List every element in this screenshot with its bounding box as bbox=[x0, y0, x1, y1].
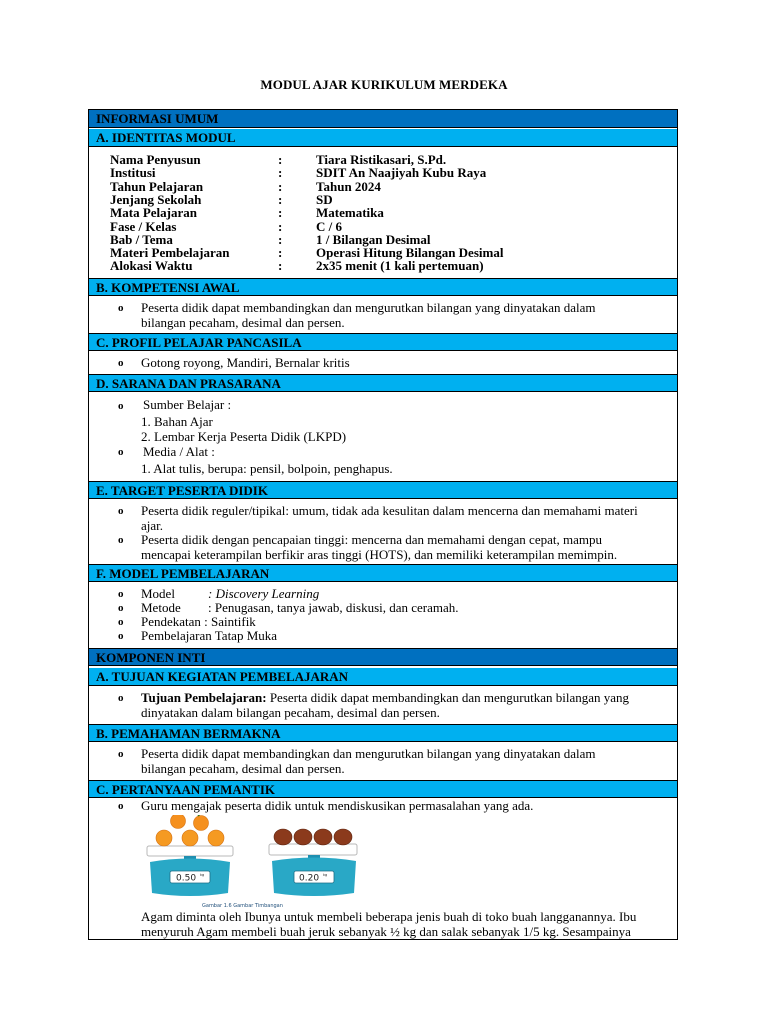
bullet-marker: o bbox=[118, 692, 124, 704]
media-item: 1. Alat tulis, berupa: pensil, bolpoin, penghapus. bbox=[141, 461, 393, 476]
bullet-marker: o bbox=[118, 534, 124, 546]
scale-unit-1: kg bbox=[200, 873, 205, 877]
target-text-line: ajar. bbox=[141, 517, 164, 533]
section-header-kompetensi: B. KOMPETENSI AWAL bbox=[89, 278, 677, 296]
salak-fruit bbox=[274, 829, 292, 845]
bullet-marker: o bbox=[118, 400, 124, 412]
identity-value: Matematika bbox=[316, 205, 384, 221]
target-text-line: Peserta didik reguler/tipikal: umum, tidak ada kesulitan dalam mencerna dan memahami materi bbox=[141, 503, 638, 518]
bullet-marker: o bbox=[118, 616, 124, 628]
sumber-item: 1. Bahan Ajar bbox=[141, 414, 213, 429]
metode-value: : Penugasan, tanya jawab, diskusi, dan ceramah. bbox=[208, 600, 459, 615]
tujuan-text-line: dinyatakan dalam bilangan pecaham, desimal dan persen. bbox=[141, 704, 440, 720]
scale-readout-2: 0.20 bbox=[299, 873, 320, 884]
identity-colon: : bbox=[278, 245, 283, 261]
identity-value: Tahun 2024 bbox=[316, 178, 381, 194]
identity-value: 1 / Bilangan Desimal bbox=[316, 231, 431, 247]
identity-value: SD bbox=[316, 191, 333, 207]
pemahaman-text-line: Peserta didik dapat membandingkan dan mengurutkan bilangan yang dinyatakan dalam bbox=[141, 746, 596, 761]
identity-value: 2x35 menit (1 kali pertemuan) bbox=[316, 258, 484, 274]
orange-fruit bbox=[182, 830, 198, 846]
identity-value: Operasi Hitung Bilangan Desimal bbox=[316, 245, 504, 261]
section-header-profil: C. PROFIL PELAJAR PANCASILA bbox=[89, 333, 677, 351]
tujuan-text-line bbox=[141, 691, 672, 706]
module-table bbox=[88, 109, 678, 940]
bullet-marker: o bbox=[118, 630, 124, 642]
kompetensi-text-line: Peserta didik dapat membandingkan dan mengurutkan bilangan yang dinyatakan dalam bbox=[141, 300, 596, 315]
story-text-line: menyuruh Agam membeli buah jeruk sebanyak ½ kg dan salak sebanyak 1/5 kg. Sesampainya bbox=[141, 923, 631, 939]
pemahaman-text-line: bilangan pecaham, desimal dan persen. bbox=[141, 760, 345, 776]
pertanyaan-intro: Guru mengajak peserta didik untuk mendiskusikan permasalahan yang ada. bbox=[141, 798, 534, 813]
figure-caption: Gambar 1.6 Gambar Timbangan bbox=[202, 903, 283, 909]
section-header-komponen-inti: KOMPONEN INTI bbox=[89, 648, 677, 666]
bullet-marker: o bbox=[118, 505, 124, 517]
salak-scale bbox=[269, 829, 357, 896]
bullet-marker: o bbox=[118, 446, 124, 458]
scale-readout-1: 0.50 bbox=[176, 873, 197, 884]
identity-colon: : bbox=[278, 205, 283, 221]
tujuan-text: Peserta didik dapat membandingkan dan mengurutkan bilangan yang bbox=[266, 690, 630, 705]
identity-label: Jenjang Sekolah bbox=[110, 191, 202, 207]
identity-colon: : bbox=[278, 258, 283, 274]
section-header-informasi-umum: INFORMASI UMUM bbox=[89, 110, 677, 128]
salak-fruit bbox=[334, 829, 352, 845]
identity-label: Institusi bbox=[110, 165, 156, 181]
identity-label: Fase / Kelas bbox=[110, 218, 177, 234]
target-text-line: Peserta didik dengan pencapaian tinggi: mencerna dan memahami dengan cepat, mampu bbox=[141, 532, 602, 547]
identity-label: Bab / Tema bbox=[110, 231, 173, 247]
orange-fruit bbox=[208, 830, 224, 846]
identity-colon: : bbox=[278, 191, 283, 207]
pendekatan-text: Pendekatan : Saintifik bbox=[141, 614, 256, 629]
sumber-belajar-label: Sumber Belajar : bbox=[143, 397, 232, 412]
identity-colon: : bbox=[278, 218, 283, 234]
bullet-marker: o bbox=[118, 302, 124, 314]
bullet-marker: o bbox=[118, 588, 124, 600]
identity-value: C / 6 bbox=[316, 218, 342, 234]
orange-fruit bbox=[156, 830, 172, 846]
section-header-tujuan: A. TUJUAN KEGIATAN PEMBELAJARAN bbox=[89, 668, 677, 686]
section-header-target: E. TARGET PESERTA DIDIK bbox=[89, 481, 677, 499]
metode-label: Metode bbox=[141, 600, 181, 615]
salak-fruit bbox=[314, 829, 332, 845]
identity-value: Tiara Ristikasari, S.Pd. bbox=[316, 152, 447, 167]
section-header-pertanyaan: C. PERTANYAAN PEMANTIK bbox=[89, 780, 677, 798]
scale-unit-2: kg bbox=[323, 873, 328, 877]
model-label: Model bbox=[141, 586, 175, 601]
identity-colon: : bbox=[278, 165, 283, 181]
section-header-pemahaman: B. PEMAHAMAN BERMAKNA bbox=[89, 724, 677, 742]
identity-label: Alokasi Waktu bbox=[110, 258, 193, 274]
document-title: MODUL AJAR KURIKULUM MERDEKA bbox=[260, 77, 508, 92]
bullet-marker: o bbox=[118, 800, 124, 812]
identity-value: SDIT An Naajiyah Kubu Raya bbox=[316, 165, 487, 181]
tatap-muka-text: Pembelajaran Tatap Muka bbox=[141, 628, 278, 643]
bullet-marker: o bbox=[118, 748, 124, 760]
orange-fruit bbox=[171, 815, 186, 829]
identity-colon: : bbox=[278, 178, 283, 194]
profil-text: Gotong royong, Mandiri, Bernalar kritis bbox=[141, 355, 350, 370]
section-header-model: F. MODEL PEMBELAJARAN bbox=[89, 564, 677, 582]
orange-scale bbox=[147, 815, 233, 896]
target-text-line: mencapai keterampilan berfikir aras tinggi (HOTS), dan memiliki keterampilan memimpin. bbox=[141, 546, 618, 562]
identity-colon: : bbox=[278, 231, 283, 247]
model-value: : Discovery Learning bbox=[208, 586, 320, 601]
salak-fruit bbox=[294, 829, 312, 845]
story-text-line: Agam diminta oleh Ibunya untuk membeli beberapa jenis buah di toko buah langganannya. Ibu bbox=[141, 909, 637, 924]
bullet-marker: o bbox=[118, 357, 124, 369]
tujuan-label: Tujuan Pembelajaran: bbox=[141, 690, 267, 705]
bullet-marker: o bbox=[118, 602, 124, 614]
section-header-sarana: D. SARANA DAN PRASARANA bbox=[89, 374, 677, 392]
media-label: Media / Alat : bbox=[143, 444, 215, 459]
sumber-item: 2. Lembar Kerja Peserta Didik (LKPD) bbox=[141, 428, 347, 444]
identity-label: Tahun Pelajaran bbox=[110, 178, 204, 194]
identity-colon: : bbox=[278, 152, 283, 167]
orange-fruit bbox=[194, 816, 209, 831]
kompetensi-text-line: bilangan pecaham, desimal dan persen. bbox=[141, 314, 345, 330]
identity-label: Materi Pembelajaran bbox=[110, 245, 230, 261]
scale-illustration bbox=[144, 815, 374, 915]
section-header-identitas: A. IDENTITAS MODUL bbox=[89, 129, 677, 147]
identity-label: Nama Penyusun bbox=[110, 152, 201, 167]
identitas-section bbox=[89, 148, 677, 276]
identity-label: Mata Pelajaran bbox=[110, 205, 198, 221]
